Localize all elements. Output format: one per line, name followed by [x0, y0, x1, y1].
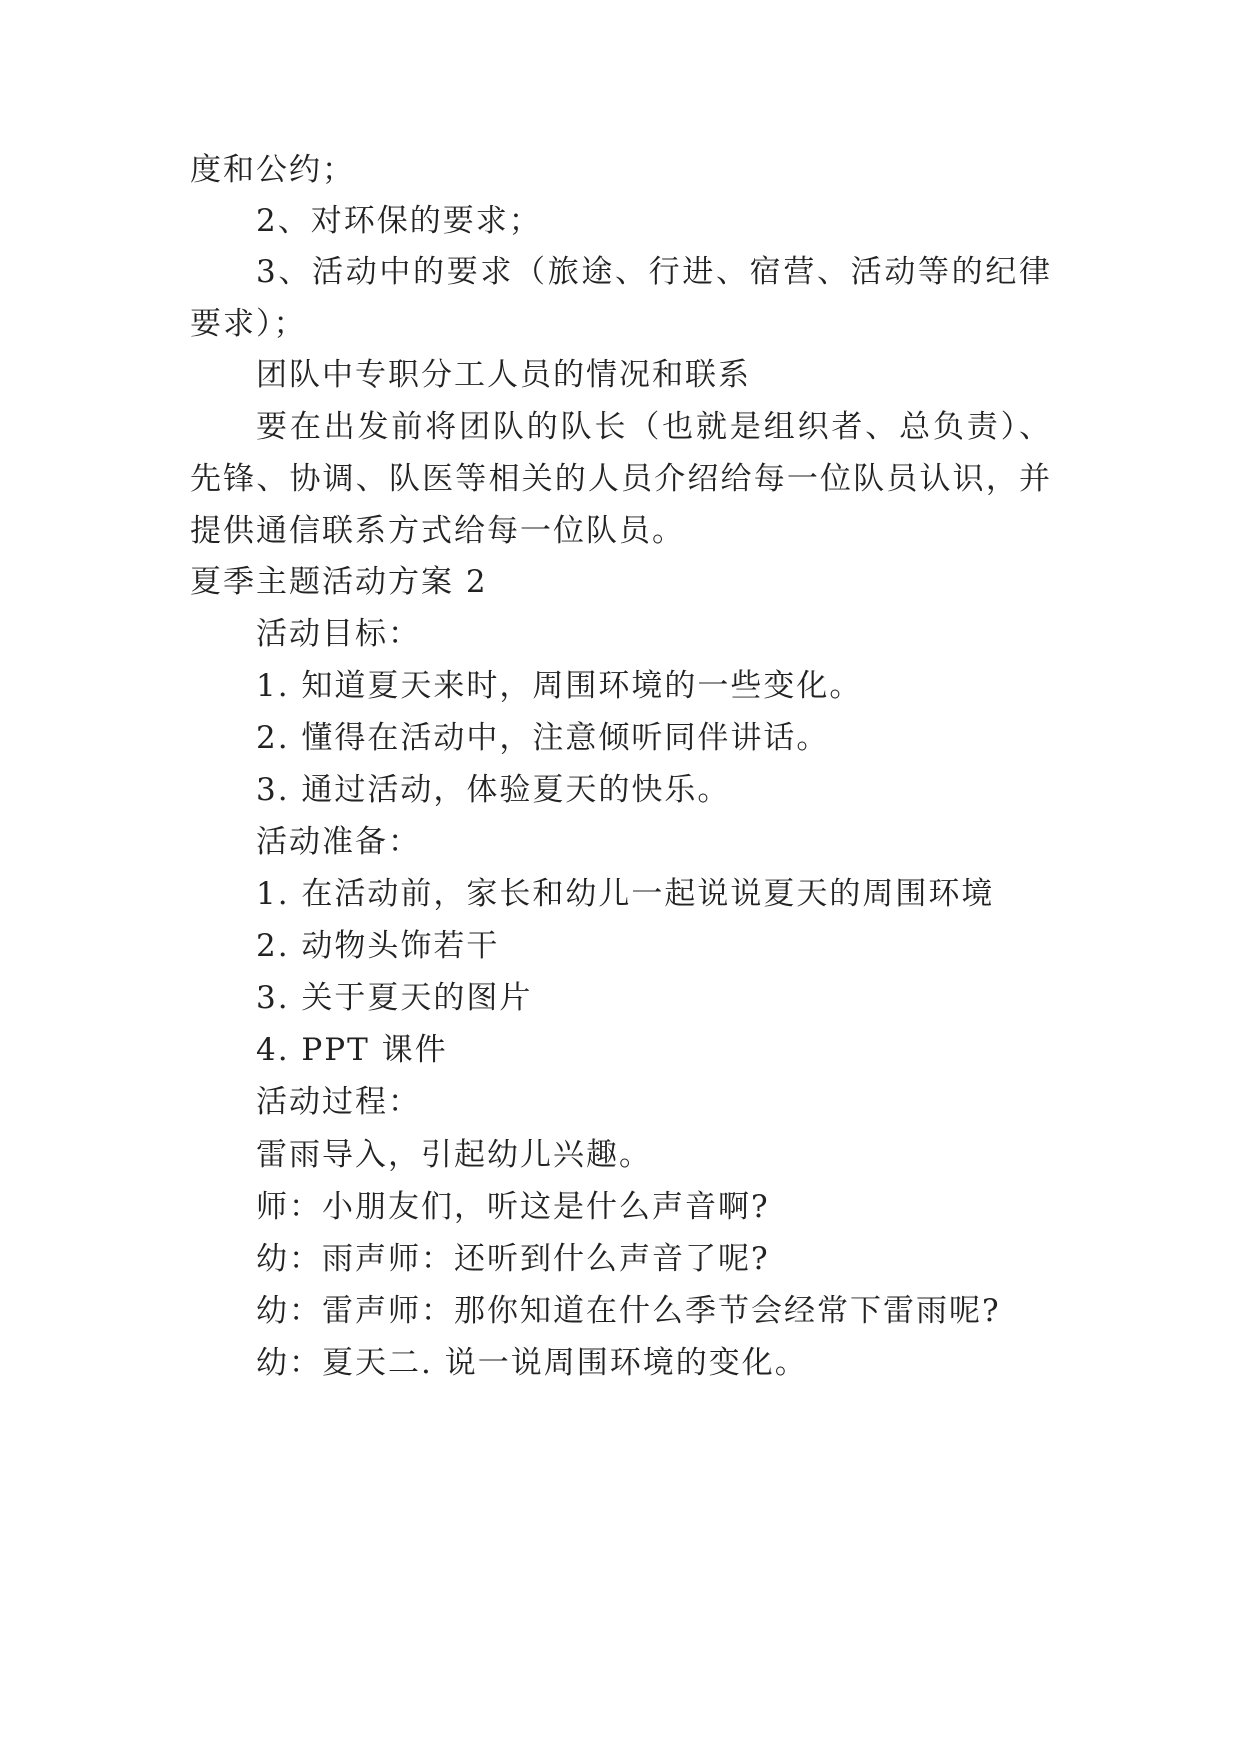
text-line: 2. 动物头饰若干	[256, 928, 500, 964]
text-line: 2、对环保的要求；	[256, 203, 542, 239]
text-line: 1. 知道夏天来时，周围环境的一些变化。	[256, 668, 863, 704]
text-line: 度和公约；	[190, 152, 355, 188]
text-line: 3、活动中的要求（旅途、行进、宿营、活动等的纪律	[256, 254, 1050, 290]
text-line: 幼：夏天二. 说一说周围环境的变化。	[256, 1345, 808, 1381]
text-line: 活动过程：	[256, 1084, 421, 1120]
text-line: 4. PPT 课件	[256, 1032, 448, 1068]
text-line: 先锋、协调、队医等相关的人员介绍给每一位队员认识，并	[190, 461, 1050, 497]
text-line: 幼：雨声师：还听到什么声音了呢?	[256, 1241, 770, 1277]
text-line: 师：小朋友们，听这是什么声音啊?	[256, 1189, 770, 1225]
section-heading: 夏季主题活动方案 2	[190, 564, 488, 600]
text-line: 团队中专职分工人员的情况和联系	[256, 357, 751, 393]
text-line: 提供通信联系方式给每一位队员。	[190, 513, 685, 549]
text-line: 1. 在活动前，家长和幼儿一起说说夏天的周围环境	[256, 876, 995, 912]
text-line: 要求）；	[190, 306, 307, 342]
text-line: 雷雨导入，引起幼儿兴趣。	[256, 1137, 652, 1173]
text-line: 2. 懂得在活动中，注意倾听同伴讲话。	[256, 720, 830, 756]
text-line: 活动目标：	[256, 616, 421, 652]
text-line: 活动准备：	[256, 824, 421, 860]
text-line: 幼：雷声师：那你知道在什么季节会经常下雷雨呢?	[256, 1293, 1001, 1329]
text-line: 3. 关于夏天的图片	[256, 980, 533, 1016]
text-line: 3. 通过活动，体验夏天的快乐。	[256, 772, 731, 808]
text-line: 要在出发前将团队的队长（也就是组织者、总负责）、	[256, 409, 1050, 445]
